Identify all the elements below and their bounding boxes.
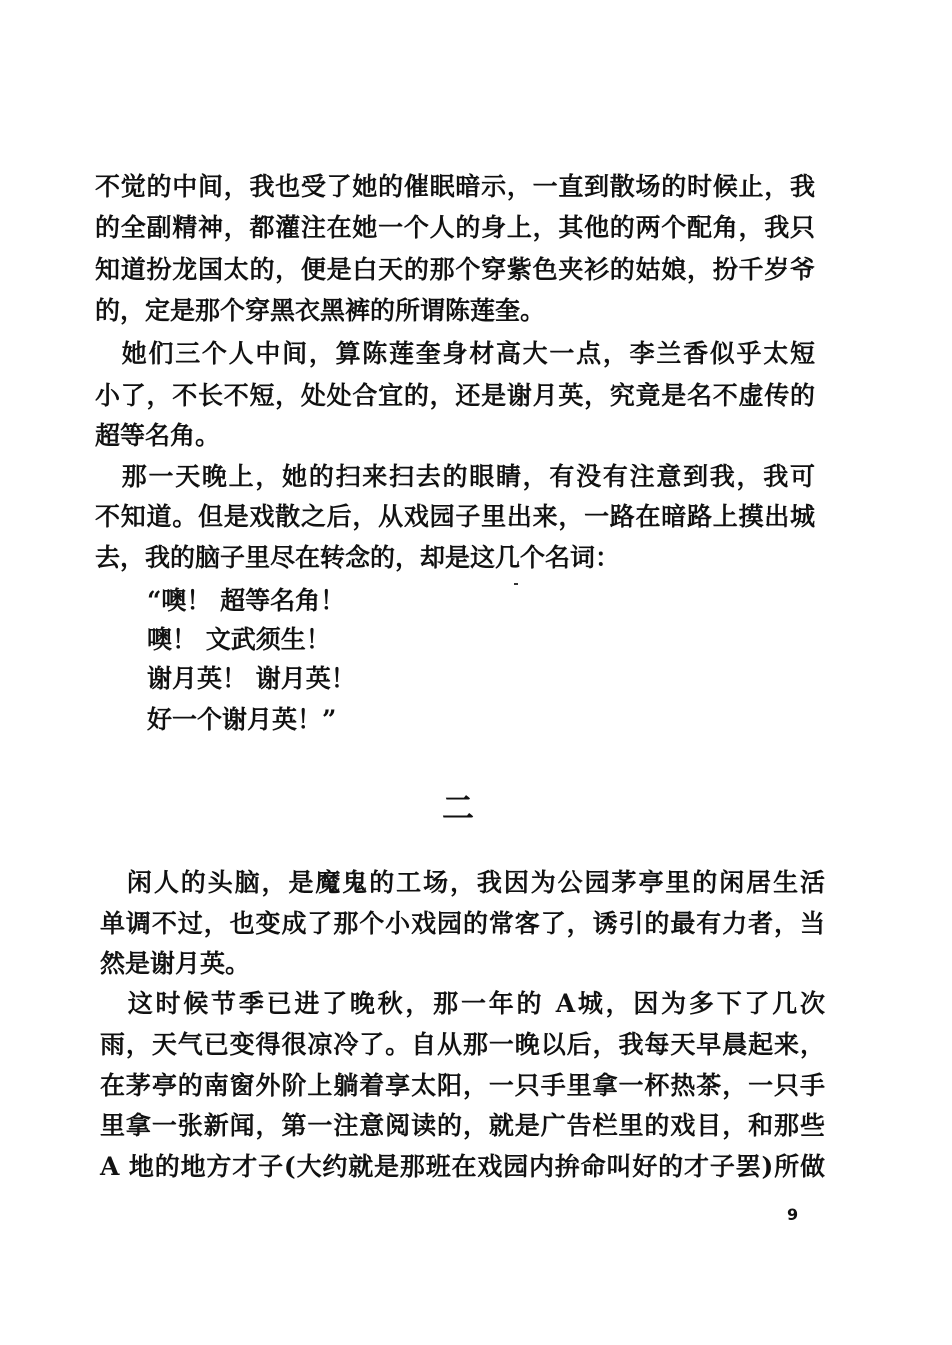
section-number: 二 bbox=[442, 789, 475, 827]
text-line: 这时候节季已进了晚秋，那一年的 A城，因为多下了几次 bbox=[100, 989, 825, 1018]
verse-line: 好一个谢月英！” bbox=[147, 705, 337, 734]
print-speck bbox=[514, 583, 518, 585]
text-line: 超等名角。 bbox=[95, 421, 221, 450]
text-line: 不觉的中间，我也受了她的催眠暗示，一直到散场的时候止，我 bbox=[95, 172, 815, 201]
verse-line: 谢月英！ 谢月英！ bbox=[147, 664, 356, 693]
text-line: A 地的地方才子(大约就是那班在戏园内拚命叫好的才子罢)所做 bbox=[100, 1152, 825, 1181]
verse-line: 噢！ 文武须生！ bbox=[147, 625, 331, 654]
text-line: 去，我的脑子里尽在转念的，却是这几个名词： bbox=[95, 543, 621, 572]
verse-line: “噢！ 超等名角！ bbox=[147, 586, 346, 615]
text-line: 那一天晚上，她的扫来扫去的眼睛，有没有注意到我，我可 bbox=[95, 462, 815, 491]
text-line: 雨，天气已变得很凉冷了。自从那一晚以后，我每天早晨起来， bbox=[100, 1030, 825, 1059]
text-line: 她们三个人中间，算陈莲奎身材高大一点，李兰香似乎太短 bbox=[95, 339, 815, 368]
text-line: 闲人的头脑，是魔鬼的工场，我因为公园茅亭里的闲居生活 bbox=[100, 868, 825, 897]
text-line: 在茅亭的南窗外阶上躺着享太阳，一只手里拿一杯热茶，一只手 bbox=[100, 1071, 825, 1100]
text-line: 的，定是那个穿黑衣黑裤的所谓陈莲奎。 bbox=[95, 296, 546, 325]
text-line: 不知道。但是戏散之后，从戏园子里出来，一路在暗路上摸出城 bbox=[95, 502, 815, 531]
text-line: 小了，不长不短，处处合宜的，还是谢月英，究竟是名不虚传的 bbox=[95, 381, 815, 410]
text-line: 单调不过，也变成了那个小戏园的常客了，诱引的最有力者，当 bbox=[100, 909, 825, 938]
text-line: 里拿一张新闻，第一注意阅读的，就是广告栏里的戏目，和那些 bbox=[100, 1111, 825, 1140]
text-line: 的全副精神，都灌注在她一个人的身上，其他的两个配角，我只 bbox=[95, 213, 815, 242]
text-line: 知道扮龙国太的，便是白天的那个穿紫色夹衫的姑娘，扮千岁爷 bbox=[95, 255, 815, 284]
text-line: 然是谢月英。 bbox=[100, 949, 251, 978]
page-number: 9 bbox=[787, 1205, 799, 1224]
